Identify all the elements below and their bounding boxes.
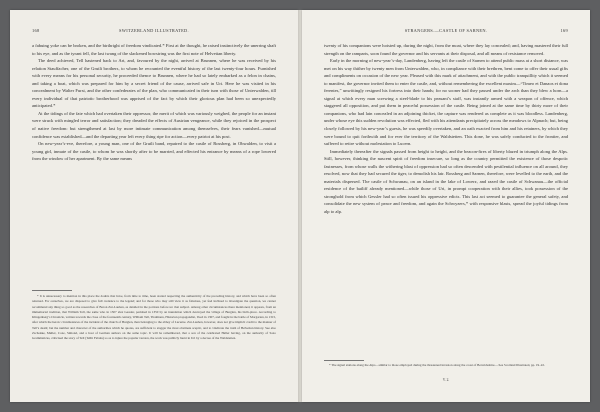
left-page-body xyxy=(32,42,276,163)
footnote xyxy=(32,294,276,342)
left-page xyxy=(10,10,298,402)
paragraph: On new-year’s-eve, therefore, a young man, one of the Grutli band, repaired to the castle of Rossberg, in Obwalden, to visit a young girl, inmate of the castle, to whom he was shortly after to be married, and effected his entrance by means of a rope lowered from the window of her apartment. By the same means xyxy=(32,141,276,162)
right-page xyxy=(302,10,590,402)
paragraph: The deed achieved, Tell hastened back to Art, and, favoured by the night, arrived at Brunnen, where he was received by his relation Stauffacher, one of the Grutli brothers, to whom he recounted the eventful history of the last twenty-four hours. Furnished with every means for his personal security, he proceeded thence to Brunnen, where he had so lately embarked as a felon in chains, and taking a boat, which was prepared for him by a secret friend of the cause, arrived safe in Uri. Here he was visited in his concealment by Walter Furst, and the other confederates of the plan, who communicated in their turn with those of Unterwalden, till every individual of that patriotic brotherhood was apprised of the fact by which their glorious plan had been so unexpectedly anticipated.* xyxy=(32,58,276,109)
page-number: 168 xyxy=(32,28,40,33)
footnote-text: * It is unnecessary to mention in this place the doubts that have, from time to time, been started respecting the authenticity of the preceding history, and which have been so often returned. For ourselves, we are disposed to give full credence to the legend; and for those who may still view it as fabulous, yet feel inclined to investigate the question, we cannot recommend any thing so good as the researches of Baron Zur-Lauben, as detailed in the portions before us: that subject. Among other circumstances there mentioned, it appears, from an immemorial tradition, that William Tell, the same who in 1307 shot Gessler, perished in 1350 by an inundation which destroyed the village of Burglen, his birth-place. According to Klingenberg’s Chronicle, written towards the close of the fourteenth century, William Tell, Thalmann, Historian propagandist, lived in 1307, and fought in the battle of Morgarten, in 1315, after which the heroic circumstances of the incident of the church of Burglen, then belonging to the abbey of Lucerne. Zur-Lauben, however, does not give implicit credit to the manner of Tell’s death; but the number and character of the authorities which he quotes, are sufficient to stagger the most obstinate sceptic, and to vindicate the truth of Helvetian history. See also Zschokke, Muller, Coxe, Simond, and a host of German authors on the same topic. It will be remembered, that a son of the celebrated Haller having, on the authority of Saxo Grammaticus, criticised the story of Tell (Tellii Fabula) so as to injure the popular version, the work was publicly burnt in Uri by a decree of the Waldstetten. xyxy=(32,294,276,341)
footnote xyxy=(324,363,568,368)
paragraph: Immediately thereafter the signals passed from height to height, and the beacon-fires of liberty blazed in triumph along the Alps. Still, however, thinking the nascent spirit of freedom insecure, so long as the country permitted the existence of those despotic fastnesses, from whose walls the withering blast of oppression had so often descended with pestilential influence on all around, they resolved, now that they had secured the tiger, to demolish his lair. Rossberg and Sarnen, therefore, were levelled to the earth, and the materials dispersed. The castle of Schwanau, on an island in the lake of Lowerz, and razed the castle of Schwanau—the official residence of the bailiff already mentioned—while those of Uri, in prompt cooperation with their allies, took possession of the stronghold from which Gessler had so often issued his oppressive edicts. This last act seemed to guarantee the general safety, and consolidate the new system of peace and freedom, and again the Schwyzers,* with responsive blasts, spread the joyful tidings from alp to alp. xyxy=(324,148,568,215)
footnote-rule xyxy=(32,290,72,291)
right-page-header xyxy=(324,28,568,36)
footnote-rule xyxy=(324,360,364,361)
page-number: 169 xyxy=(560,28,568,33)
running-title: STRANGERS.—CASTLE OF SARNEN. xyxy=(404,28,488,33)
signature-mark: V. 2. xyxy=(442,378,450,382)
running-title: SWITZERLAND ILLUSTRATED. xyxy=(119,28,189,33)
left-page-header xyxy=(32,28,276,36)
right-page-body xyxy=(324,42,568,216)
paragraph: twenty of his companions were hoisted up, during the night, from the moat, where they lay concealed; and, having mastered their full strength on the ramparts, soon found the governor and his servants at their disposal, and all means of resistance removed. xyxy=(324,43,568,56)
paragraph: a fabuing yoke can be broken, and the birthright of freedom vindicated.* First at the thought, he raised instinctively the unerring shaft to his eye, and as the tyrant fell, the last twang of the slackened bowstring was the first note of Helvetian liberty. xyxy=(32,43,276,56)
paragraph: Early in the morning of new-year’s-day, Landenberg, having left the castle of Sarnen to attend public mass at a short distance, was met on his way thither by twenty men from Unterwalden, who, in compliance with their brethren, bent come to offer their usual gifts and compliments on occasion of the new year. Pleased with this mark of attachment, and with the public tranquillity which it seemed to manifest, the governor invited them to enter the castle, and, without remembering the excellent maxim—“Timeo et Danaos et dona ferentes,” unwittingly resigned his fortress into their hands; for no sooner had they passed under the arch than they blew a horn—a signal at which every man screwing a steel-blade to his peasant’s staff, was instantly armed with a weapon of offence, which staggered all opposition, and put them in peaceful possession of the castle. Being joined at the same time by thirty more of their companions, who had lain concealed in an adjoining thicket, the capture was rendered as complete as it was bloodless. Landenberg, under whose eye this sudden revolution was effected, fled with his attendants precipitately across the meadows to Alpnach; but, being closely followed by his new-year’s guests, he was speedily overtaken, and an oath exacted from him and his retainers, by which they were bound to quit forthwith and for ever the territory of the Waldstetten. This done, he was safely conducted to the frontier, and suffered to retire without molestation to Lucern. xyxy=(324,58,568,147)
footnote-text: * The signal stations along the Alps—similar to those employed during the threatened invasion along the coast of Berwickshire.—See Scotland Illustrated, pp. 19–22. xyxy=(329,363,545,367)
paragraph: At the tidings of the fate which had overtaken their oppressor, the merit of which was variously weighed, the people for an instant were struck with mingled terror and satisfaction; they dreaded the effects of Austrian vengeance, while they rejoiced in the prospect of native freedom: but strengthened at last by more intimate communication among themselves, their fears vanished—mutual confidence was established—and the departing year left every thing ripe for action—every patriot at his post. xyxy=(32,110,276,139)
